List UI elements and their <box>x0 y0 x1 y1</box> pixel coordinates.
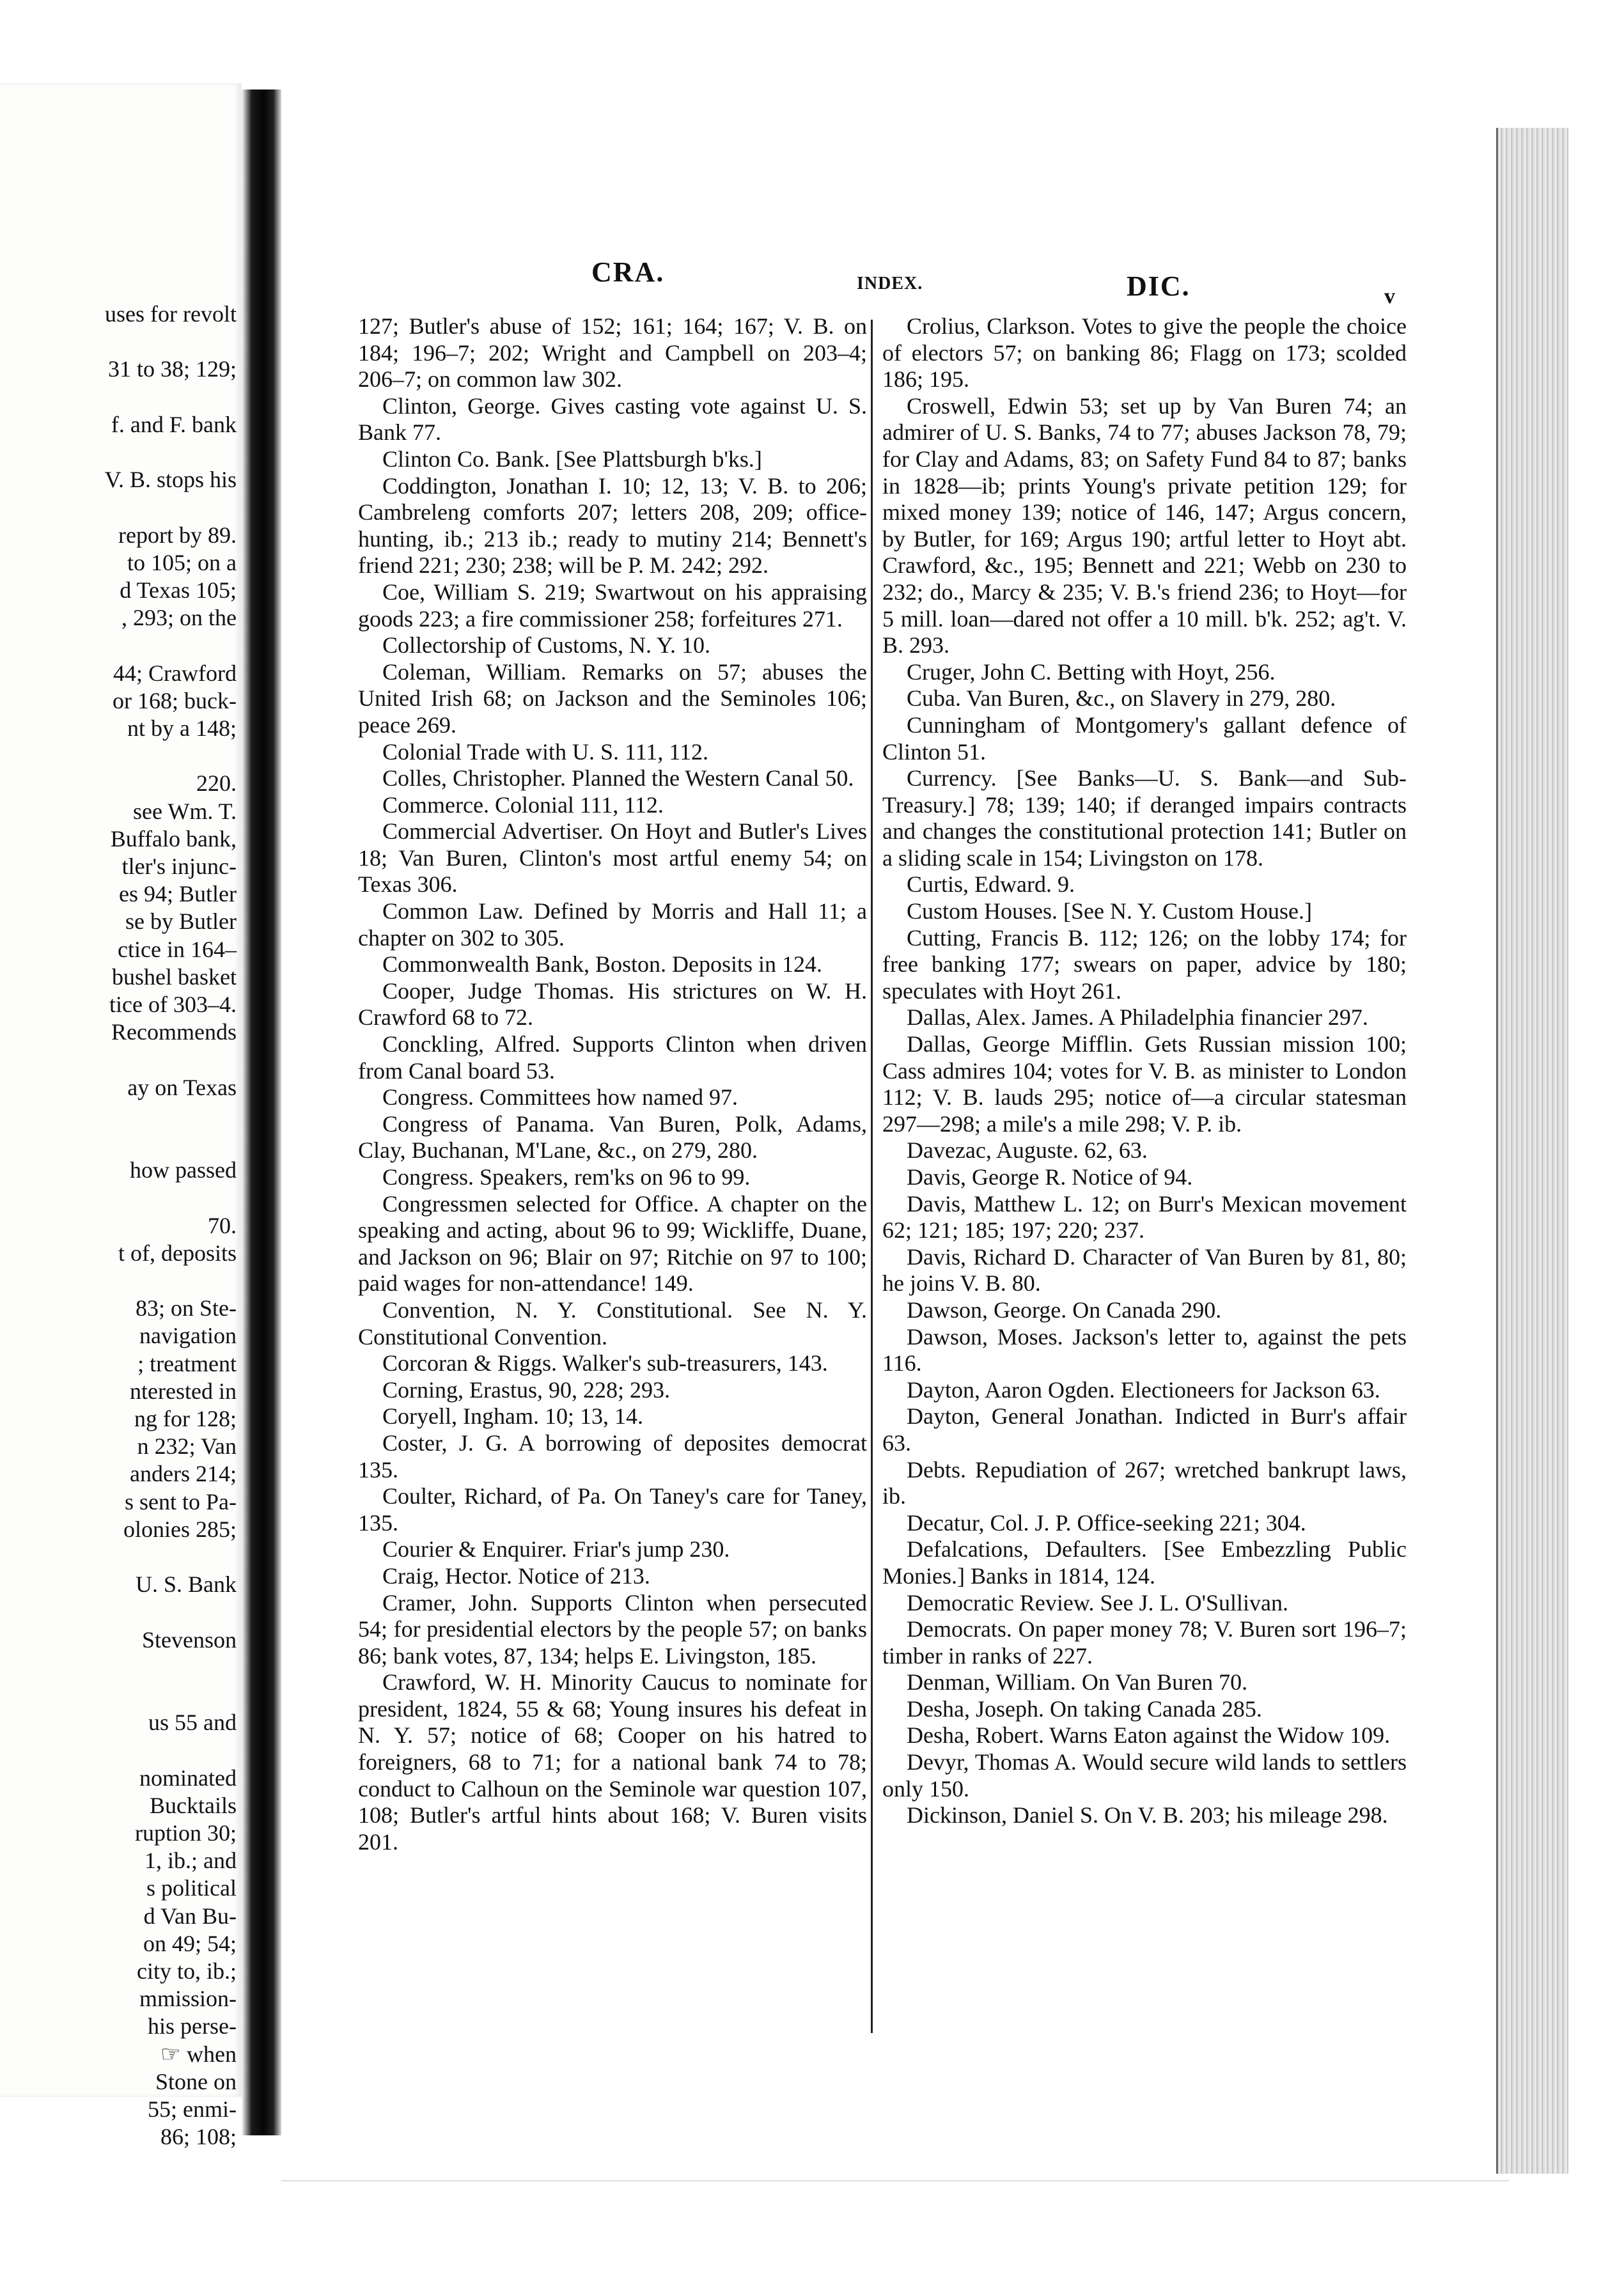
left-page-line: ng for 128; <box>134 1406 237 1431</box>
left-page-line: n 232; Van <box>137 1433 237 1460</box>
index-entry: Cruger, John C. Betting with Hoyt, 256. <box>907 659 1276 685</box>
index-entry: Coryell, Ingham. 10; 13, 14. <box>382 1403 643 1430</box>
left-page-line: s sent to Pa- <box>125 1488 237 1515</box>
index-entry: Clinton Co. Bank. [See Plattsburgh b'ks.] <box>382 446 762 472</box>
left-page-line: ctice in 164– <box>118 936 237 962</box>
left-page-line: 44; Crawford <box>113 660 237 686</box>
index-entry: Cooper, Judge Thomas. His strictures on W. H. Crawford 68 to 72. <box>358 978 867 1031</box>
left-page-line: d Van Bu- <box>143 1903 237 1929</box>
left-page-line: ay on Texas <box>127 1074 237 1100</box>
index-entry: Davis, Matthew L. 12; on Burr's Mexican movement 62; 121; 185; 197; 220; 237. <box>882 1190 1407 1243</box>
left-page-line: 31 to 38; 129; <box>107 356 237 382</box>
index-entry: Davezac, Auguste. 62, 63. <box>907 1137 1148 1164</box>
index-entry: Clinton, George. Gives casting vote against U. S. Bank 77. <box>358 393 867 446</box>
index-entry: Davis, Richard D. Character of Van Buren by 81, 80; he joins V. B. 80. <box>882 1243 1407 1297</box>
index-entry: Currency. [See Banks—U. S. Bank—and Sub-Treasury.] 78; 139; 140; if deranged impairs contracts and changes the constitutional protection 141; Butler on a sliding scale in 154; Livingston on 178. <box>882 765 1407 871</box>
index-entry: Cramer, John. Supports Clinton when persecuted 54; for presidential electors by the people 57; on banks 86; bank votes, 87, 134; helps E. Livingston, 185. <box>358 1589 867 1669</box>
index-entry: Convention, N. Y. Constitutional. See N. Y. Constitutional Convention. <box>358 1297 867 1350</box>
running-head-right: DIC. <box>1127 270 1191 302</box>
left-page-line: Buffalo bank, <box>110 825 237 852</box>
index-entry: 127; Butler's abuse of 152; 161; 164; 167; V. B. on 184; 196–7; 202; Wright and Campbell on 203–4; 206–7; on common law 302. <box>358 313 867 393</box>
index-entry: Crawford, W. H. Minority Caucus to nominate for president, 1824, 55 & 68; Young insures his defeat in N. Y. 57; notice of 68; Cooper on his hatred to foreigners, 68 to 71; for a national bank 74 to 78; conduct to Calhoun on the Seminole war question 107, 108; Butler's artful hints about 168; V. Buren visits 201. <box>358 1669 867 1855</box>
index-entry: Democrats. On paper money 78; V. Buren sort 196–7; timber in ranks of 227. <box>882 1616 1407 1669</box>
index-entry: Coddington, Jonathan I. 10; 12, 13; V. B. to 206; Cambreleng comforts 207; letters 208, 209; office-hunting, ib.; 213 ib.; ready to mutiny 214; Bennett's friend 221; 230; 238; will be P. M. 242; 292. <box>358 472 867 579</box>
left-page-line: 55; enmi- <box>148 2096 237 2122</box>
left-page-line: navigation <box>139 1323 237 1349</box>
left-page-line: bushel basket <box>112 963 237 990</box>
left-page-line: anders 214; <box>130 1461 237 1487</box>
left-page-line: U. S. Bank <box>135 1571 237 1598</box>
index-entry: Congressmen selected for Office. A chapter on the speaking and acting, about 96 to 99; Wickliffe, Duane, and Jackson on 96; Blair on 97; Ritchie on 97 to 100; paid wages for non-attendance! 149. <box>358 1190 867 1297</box>
index-entry: Coleman, William. Remarks on 57; abuses the United Irish 68; on Jackson and the Seminoles 106; peace 269. <box>358 659 867 738</box>
index-entry: Commonwealth Bank, Boston. Deposits in 124. <box>382 951 822 978</box>
index-entry: Custom Houses. [See N. Y. Custom House.] <box>907 898 1313 924</box>
index-entry: Common Law. Defined by Morris and Hall 11; a chapter on 302 to 305. <box>358 898 867 951</box>
left-page-line: uses for revolt <box>105 301 237 327</box>
index-entry: Crolius, Clarkson. Votes to give the people the choice of electors 57; on banking 86; Flagg on 173; scolded 186; 195. <box>882 313 1407 393</box>
left-page-line: nominated <box>139 1765 237 1791</box>
index-entry: Dayton, Aaron Ogden. Electioneers for Jackson 63. <box>907 1376 1380 1403</box>
left-page-line: , 293; on the <box>121 605 237 631</box>
index-entry: Dallas, Alex. James. A Philadelphia financier 297. <box>907 1004 1368 1031</box>
index-entry: Corcoran & Riggs. Walker's sub-treasurers, 143. <box>382 1350 828 1376</box>
left-page-line: tice of 303–4. <box>109 992 237 1017</box>
left-page-line: nt by a 148; <box>127 715 237 741</box>
index-entry: Democratic Review. See J. L. O'Sullivan. <box>907 1589 1289 1616</box>
index-column-right <box>882 313 1407 2039</box>
left-page-line: on 49; 54; <box>143 1930 237 1956</box>
left-page-line: 1, ib.; and <box>144 1848 237 1874</box>
left-page-line: or 168; buck- <box>113 687 237 713</box>
index-entry: Dawson, Moses. Jackson's letter to, against the pets 116. <box>882 1323 1407 1376</box>
index-entry: Desha, Robert. Warns Eaton against the Widow 109. <box>907 1722 1391 1749</box>
index-entry: Debts. Repudiation of 267; wretched bankrupt laws, ib. <box>882 1456 1407 1509</box>
left-page-line: t of, deposits <box>118 1240 237 1266</box>
left-facing-page <box>0 83 242 2150</box>
left-page-line: Stone on <box>155 2068 237 2094</box>
index-entry: Dickinson, Daniel S. On V. B. 203; his mileage 298. <box>907 1802 1388 1828</box>
left-page-line: to 105; on a <box>127 549 237 575</box>
left-page-line: Recommends <box>111 1019 237 1045</box>
book-gutter <box>242 90 281 2135</box>
index-entry: Collectorship of Customs, N. Y. 10. <box>382 632 711 659</box>
index-entry: Courier & Enquirer. Friar's jump 230. <box>382 1536 730 1563</box>
left-page-line: mmission- <box>139 1986 237 2012</box>
left-page-line: olonies 285; <box>123 1516 237 1542</box>
index-entry: Coster, J. G. A borrowing of deposites democrat 135. <box>358 1430 867 1483</box>
left-page-line: V. B. stops his <box>104 467 237 493</box>
index-entry: Croswell, Edwin 53; set up by Van Buren 74; an admirer of U. S. Banks, 74 to 77; abuses Jackson 78, 79; for Clay and Adams, 83; on Safety Fund 84 to 87; banks in 1828—ib; prints Young's private petition 129; for mixed money 139; notice of 146, 147; Argus concern, by Butler, for 169; Argus 190; artful letter to Hoyt abt. Crawford, &c., 195; Bennett and 221; Webb on 230 to 232; do., Marcy & 235; V. B.'s friend 236; to Hoyt—for 5 mill. loan—dared not offer a 10 mill. b'k. 252; ag't. V. B. 293. <box>882 393 1407 659</box>
index-entry: Congress of Panama. Van Buren, Polk, Adams, Clay, Buchanan, M'Lane, &c., on 279, 280. <box>358 1111 867 1164</box>
left-page-line: d Texas 105; <box>120 577 237 603</box>
page-edges <box>1496 128 1568 2174</box>
index-entry: Davis, George R. Notice of 94. <box>907 1164 1193 1190</box>
left-page-line: tler's injunc- <box>121 854 237 879</box>
index-entry: Curtis, Edward. 9. <box>907 871 1075 898</box>
index-entry: Desha, Joseph. On taking Canada 285. <box>907 1695 1262 1722</box>
left-page-line: us 55 and <box>148 1710 237 1736</box>
running-head-center: INDEX. <box>857 274 923 293</box>
index-entry: Coe, William S. 219; Swartwout on his appraising goods 223; a fire commissioner 258; forfeitures 271. <box>358 579 867 632</box>
index-entry: Denman, William. On Van Buren 70. <box>907 1669 1248 1695</box>
left-page-line: Bucktails <box>150 1792 237 1818</box>
page-number: v <box>1384 284 1395 308</box>
index-entry: Cunningham of Montgomery's gallant defence of Clinton 51. <box>882 712 1407 765</box>
left-page-line: ; treatment <box>137 1350 237 1376</box>
index-entry: Decatur, Col. J. P. Office-seeking 221; 304. <box>907 1509 1306 1536</box>
left-page-line: ☞ when <box>160 2041 237 2067</box>
index-entry: Defalcations, Defaulters. [See Embezzling Public Monies.] Banks in 1814, 124. <box>882 1536 1407 1589</box>
index-column-left <box>358 313 867 2039</box>
index-entry: Cutting, Francis B. 112; 126; on the lobby 174; for free banking 177; swears on paper, advice by 180; speculates with Hoyt 261. <box>882 924 1407 1004</box>
index-entry: Congress. Committees how named 97. <box>382 1084 738 1111</box>
left-page-line: 70. <box>208 1212 237 1238</box>
left-page-line: 86; 108; <box>160 2124 237 2150</box>
index-entry: Colles, Christopher. Planned the Western Canal 50. <box>382 765 854 791</box>
left-page-line: s political <box>146 1875 237 1901</box>
left-page-line: nterested in <box>130 1378 237 1404</box>
left-page-line: f. and F. bank <box>111 411 237 437</box>
index-entry: Coulter, Richard, of Pa. On Taney's care for Taney, 135. <box>358 1483 867 1536</box>
left-page-line: 220. <box>196 770 237 797</box>
index-entry: Corning, Erastus, 90, 228; 293. <box>382 1376 670 1403</box>
left-page-line: es 94; Butler <box>119 881 237 907</box>
left-page-line: see Wm. T. <box>133 798 237 824</box>
index-entry: Devyr, Thomas A. Would secure wild lands to settlers only 150. <box>882 1749 1407 1802</box>
left-page-line: ruption 30; <box>135 1820 237 1846</box>
left-page-line: se by Butler <box>125 908 237 935</box>
index-entry: Conckling, Alfred. Supports Clinton when driven from Canal board 53. <box>358 1031 867 1084</box>
running-head-left: CRA. <box>591 256 665 288</box>
index-entry: Cuba. Van Buren, &c., on Slavery in 279, 280. <box>907 685 1336 712</box>
index-entry: Commercial Advertiser. On Hoyt and Butler's Lives 18; Van Buren, Clinton's most artful enemy 54; on Texas 306. <box>358 818 867 898</box>
left-page-line: city to, ib.; <box>137 1958 237 1984</box>
left-page-line: Stevenson <box>142 1626 237 1653</box>
column-divider <box>871 320 873 2033</box>
index-entry: Dawson, George. On Canada 290. <box>907 1297 1222 1323</box>
index-entry: Congress. Speakers, rem'ks on 96 to 99. <box>382 1164 751 1190</box>
index-entry: Dallas, George Mifflin. Gets Russian mission 100; Cass admires 104; votes for V. B. as minister to London 112; V. B. lauds 295; notice of—a circular statesman 297—298; a mile's a mile 298; V. P. ib. <box>882 1031 1407 1137</box>
index-entry: Craig, Hector. Notice of 213. <box>382 1563 650 1589</box>
index-entry: Dayton, General Jonathan. Indicted in Burr's affair 63. <box>882 1403 1407 1456</box>
left-page-line: 83; on Ste- <box>136 1295 237 1321</box>
index-entry: Colonial Trade with U. S. 111, 112. <box>382 738 709 765</box>
left-page-line: his perse- <box>148 2013 237 2039</box>
left-page-line: report by 89. <box>118 522 237 548</box>
left-page-line: how passed <box>130 1157 237 1183</box>
index-entry: Commerce. Colonial 111, 112. <box>382 791 664 818</box>
